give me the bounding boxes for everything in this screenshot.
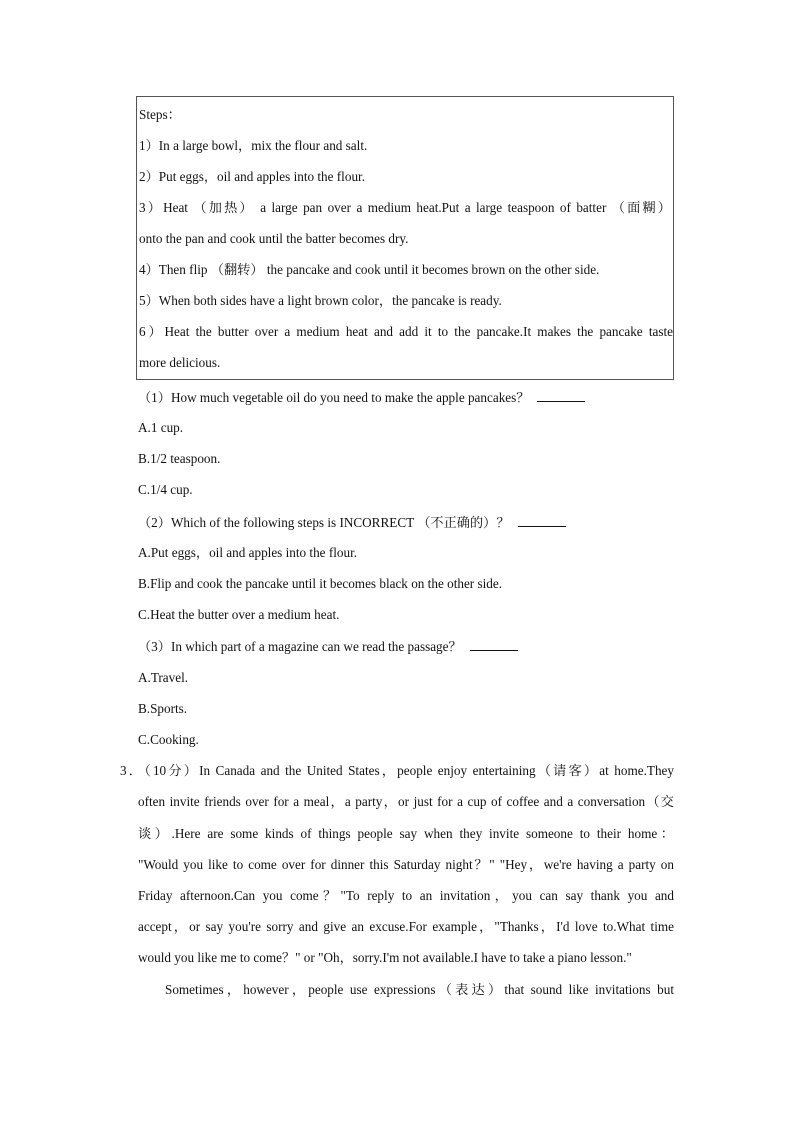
option-b: B.Sports. xyxy=(138,701,188,716)
step-line: 4）Then flip （翻转） the pancake and cook until it becomes brown on the other side. xyxy=(139,262,600,277)
passage-line: accept，or say you're sorry and give an excuse.For example，"Thanks，I'd love to.What time xyxy=(138,919,674,934)
step-line: onto the pan and cook until the batter becomes dry. xyxy=(139,231,409,246)
step-line: 1）In a large bowl，mix the flour and salt. xyxy=(139,138,368,153)
option-c: C.1/4 cup. xyxy=(138,482,193,497)
passage-line: Sometimes，however，people use expressions（表达）that sound like invitations but xyxy=(165,982,674,997)
step-line: 3）Heat （加热） a large pan over a medium heat.Put a large teaspoon of batter （面糊） xyxy=(139,200,671,215)
passage-line: Friday afternoon.Can you come？"To reply to an invitation，you can say thank you and xyxy=(138,888,674,903)
steps-title: Steps： xyxy=(139,107,181,122)
option-a: A.Travel. xyxy=(138,670,189,685)
step-line: more delicious. xyxy=(139,355,221,370)
passage-line: often invite friends over for a meal，a party，or just for a cup of coffee and a conversation（交 xyxy=(138,794,674,809)
question-3 xyxy=(138,638,518,655)
answer-blank[interactable] xyxy=(518,514,566,527)
option-a: A.1 cup. xyxy=(138,420,184,435)
question-2 xyxy=(138,514,566,531)
option-a: A.Put eggs，oil and apples into the flour. xyxy=(138,545,358,560)
question-1 xyxy=(138,389,585,406)
question-stem: （1）How much vegetable oil do you need to make the apple pancakes？ xyxy=(138,390,530,405)
steps-box xyxy=(136,96,674,380)
option-c: C.Heat the butter over a medium heat. xyxy=(138,607,340,622)
passage-line: 3．（10分）In Canada and the United States，people enjoy entertaining（请客）at home.They xyxy=(120,763,674,778)
option-c: C.Cooking. xyxy=(138,732,199,747)
option-b: B.1/2 teaspoon. xyxy=(138,451,221,466)
option-b: B.Flip and cook the pancake until it becomes black on the other side. xyxy=(138,576,503,591)
question-stem: （3）In which part of a magazine can we read the passage？ xyxy=(138,639,462,654)
passage-line: "Would you like to come over for dinner this Saturday night？" "Hey，we're having a party on xyxy=(138,857,674,872)
passage-line: 谈）.Here are some kinds of things people say when they invite someone to their home： xyxy=(138,826,674,841)
question-stem: （2）Which of the following steps is INCORRECT （不正确的）？ xyxy=(138,515,510,530)
passage-line: would you like me to come？" or "Oh，sorry.I'm not available.I have to take a piano lesson." xyxy=(138,950,632,965)
answer-blank[interactable] xyxy=(470,638,518,651)
step-line: 5）When both sides have a light brown color，the pancake is ready. xyxy=(139,293,502,308)
step-line: 2）Put eggs，oil and apples into the flour. xyxy=(139,169,365,184)
answer-blank[interactable] xyxy=(537,389,585,402)
step-line: 6）Heat the butter over a medium heat and add it to the pancake.It makes the pancake taste xyxy=(139,324,673,339)
